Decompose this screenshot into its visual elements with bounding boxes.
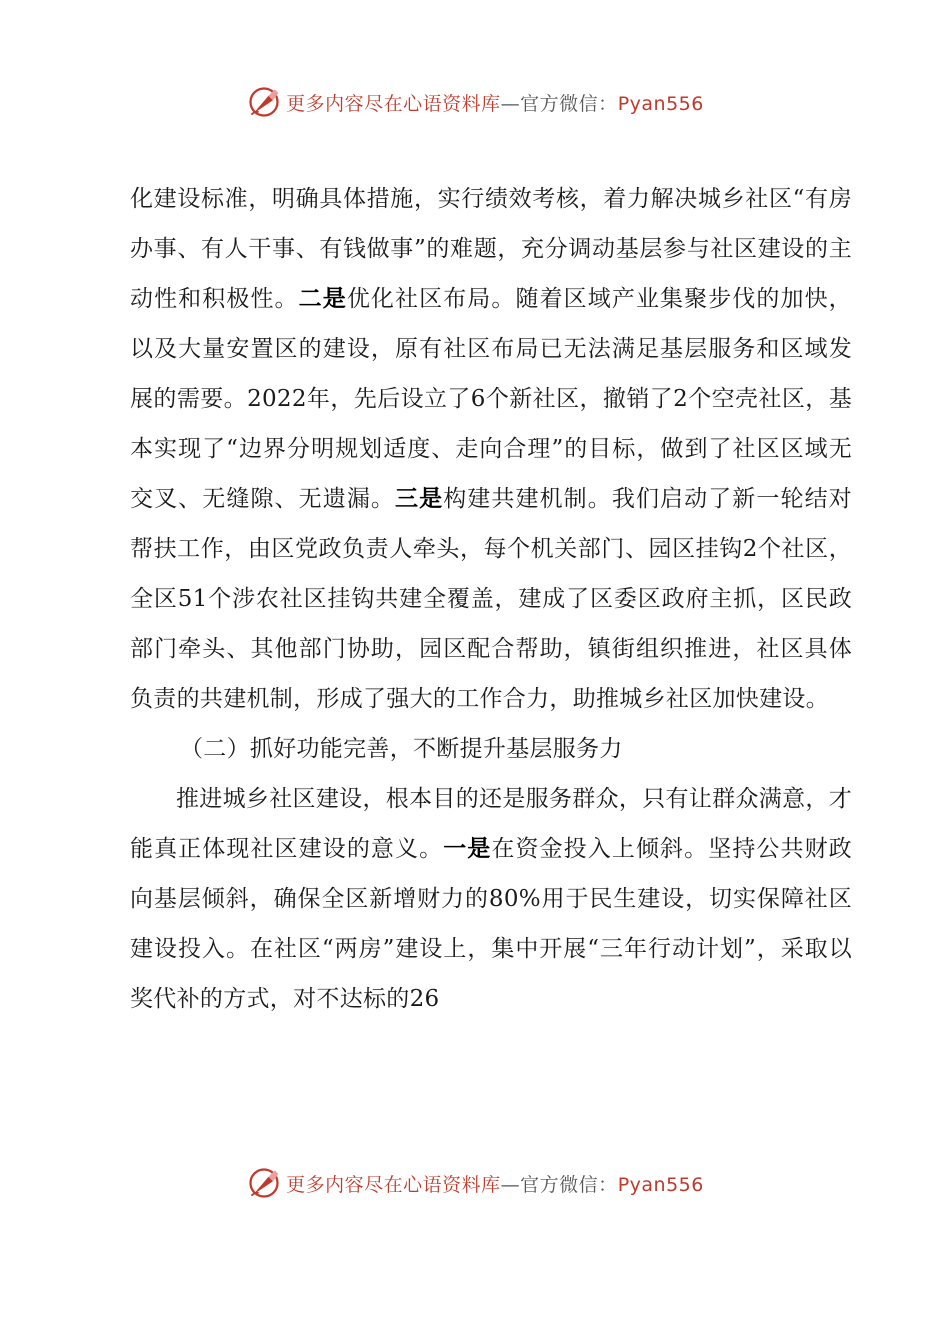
bold-marker-two: 二是 (298, 285, 347, 312)
pen-nib-logo-icon (246, 84, 282, 120)
header-watermark-banner (0, 82, 950, 122)
paragraph-service-improvement: 推进城乡社区建设，根本目的还是服务群众，只有让群众满意，才能真正体现社区建设的意义。一是在资金投入上倾斜。坚持公共财政向基层倾斜，确保全区新增财力的80%用于民生建设，切实保障社区建设投入。在社区“两房”建设上，集中开展“三年行动计划”，采取以奖代补的方式，对不达标的26 (130, 786, 852, 1012)
footer-watermark-banner (0, 1163, 950, 1203)
pen-nib-logo-icon (246, 1165, 282, 1201)
section-heading: （二）抓好功能完善，不断提升基层服务力 (180, 736, 623, 762)
bold-marker-one: 一是 (443, 835, 492, 862)
watermark-text: 更多内容尽在心语资料库—官方微信：Pyan556 (286, 1173, 704, 1196)
document-body (130, 174, 852, 1024)
paragraph-community-building: 化建设标准，明确具体措施，实行绩效考核，着力解决城乡社区“有房办事、有人干事、有钱做事”的难题，充分调动基层参与社区建设的主动性和积极性。二是优化社区布局。随着区域产业集聚步伐的加快，以及大量安置区的建设，原有社区布局已无法满足基层服务和区域发展的需要。2022年，先后设立了6个新社区，撤销了2个空壳社区，基本实现了“边界分明规划适度、走向合理”的目标，做到了社区区域无交叉、无缝隙、无遗漏。三是构建共建机制。我们启动了新一轮结对帮扶工作，由区党政负责人牵头，每个机关部门、园区挂钩2个社区，全区51个涉农社区挂钩共建全覆盖，建成了区委区政府主抓，区民政部门牵头、其他部门协助，园区配合帮助，镇街组织推进，社区具体负责的共建机制，形成了强大的工作合力，助推城乡社区加快建设。 (130, 186, 852, 712)
bold-marker-three: 三是 (395, 485, 444, 512)
watermark-text: 更多内容尽在心语资料库—官方微信：Pyan556 (286, 92, 704, 115)
